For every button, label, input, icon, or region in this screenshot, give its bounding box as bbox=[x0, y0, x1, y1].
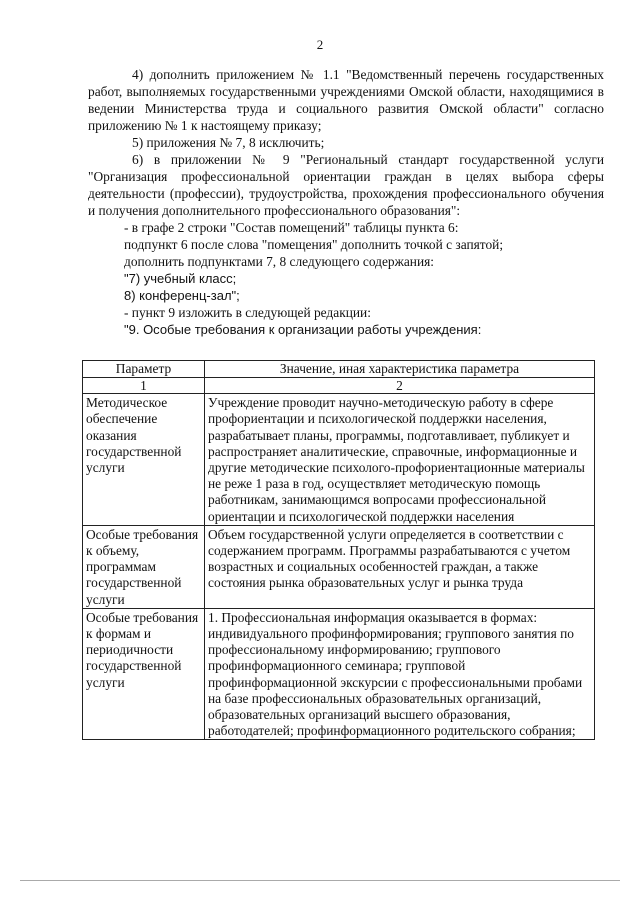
column-number-2: 2 bbox=[205, 378, 595, 394]
header-parameter: Параметр bbox=[83, 361, 205, 378]
table-column-numbers-row bbox=[83, 378, 595, 394]
paragraph-subitem-8: 8) конференц-зал"; bbox=[124, 288, 240, 303]
requirements-table bbox=[82, 360, 595, 740]
paragraph-item-4: 4) дополнить приложением № 1.1 "Ведомственный перечень государственных работ, выполняемых государственными учреждениями Омской области, находящимися в ведении Министерства труда и социального развития Омской области" согласно приложению № 1 к настоящему приказу; bbox=[88, 67, 604, 133]
table-header-row bbox=[83, 361, 595, 378]
paragraph-dash-1: - в графе 2 строки "Состав помещений" таблицы пункта 6: bbox=[124, 220, 459, 235]
page-number: 2 bbox=[316, 37, 324, 52]
table-row bbox=[83, 608, 595, 740]
paragraph-subitem-6: подпункт 6 после слова "помещения" дополнить точкой с запятой; bbox=[124, 237, 504, 252]
paragraph-dash-2: - пункт 9 изложить в следующей редакции: bbox=[124, 305, 371, 320]
amendment-text bbox=[88, 66, 604, 338]
table-row bbox=[83, 394, 595, 526]
param-cell: Особые требования к объему, программам государственной услуги bbox=[83, 525, 205, 608]
value-cell: 1. Профессиональная информация оказывается в формах: индивидуального профинформирования; группового занятия по профессиональному информированию; группового профинформационного семинара; групповой профинформационной экскурсии с профессиональными пробами на базе профессиональных образовательных организаций, образовательных организаций высшего образования, работодателей; профинформационного родительского собрания; bbox=[205, 608, 595, 740]
table-row bbox=[83, 525, 595, 608]
value-cell: Объем государственной услуги определяется в соответствии с содержанием программ. Программы разрабатываются с учетом возрастных и социальных особенностей граждан, а также состояния рынка образовательных услуг и рынка труда bbox=[205, 525, 595, 608]
value-cell: Учреждение проводит научно-методическую работу в сфере профориентации и психологической поддержки населения, разрабатывает планы, программы, подготавливает, публикует и распространяет аналитические, справочные, информационные и другие методические психолого-профориентационные материалы не реже 1 раза в год, осуществляет методическую помощь работникам, занимающимся вопросами профессиональной ориентации и психологической поддержки населения bbox=[205, 394, 595, 526]
paragraph-item-6: 6) в приложении № 9 "Региональный стандарт государственной услуги "Организация профессиональной ориентации граждан в целях выбора сферы деятельности (профессии), трудоустройства, прохождения профессионального обучения и получения дополнительного профессионального образования": bbox=[88, 152, 604, 218]
header-value: Значение, иная характеристика параметра bbox=[205, 361, 595, 378]
param-cell: Методическое обеспечение оказания государственной услуги bbox=[83, 394, 205, 526]
param-cell: Особые требования к формам и периодичности государственной услуги bbox=[83, 608, 205, 740]
paragraph-subitem-7: "7) учебный класс; bbox=[124, 271, 237, 286]
page-bottom-edge bbox=[20, 880, 620, 881]
column-number-1: 1 bbox=[83, 378, 205, 394]
paragraph-add-subitems: дополнить подпунктами 7, 8 следующего содержания: bbox=[124, 254, 435, 269]
paragraph-point-9: "9. Особые требования к организации работы учреждения: bbox=[124, 322, 482, 337]
paragraph-item-5: 5) приложения № 7, 8 исключить; bbox=[132, 135, 325, 150]
